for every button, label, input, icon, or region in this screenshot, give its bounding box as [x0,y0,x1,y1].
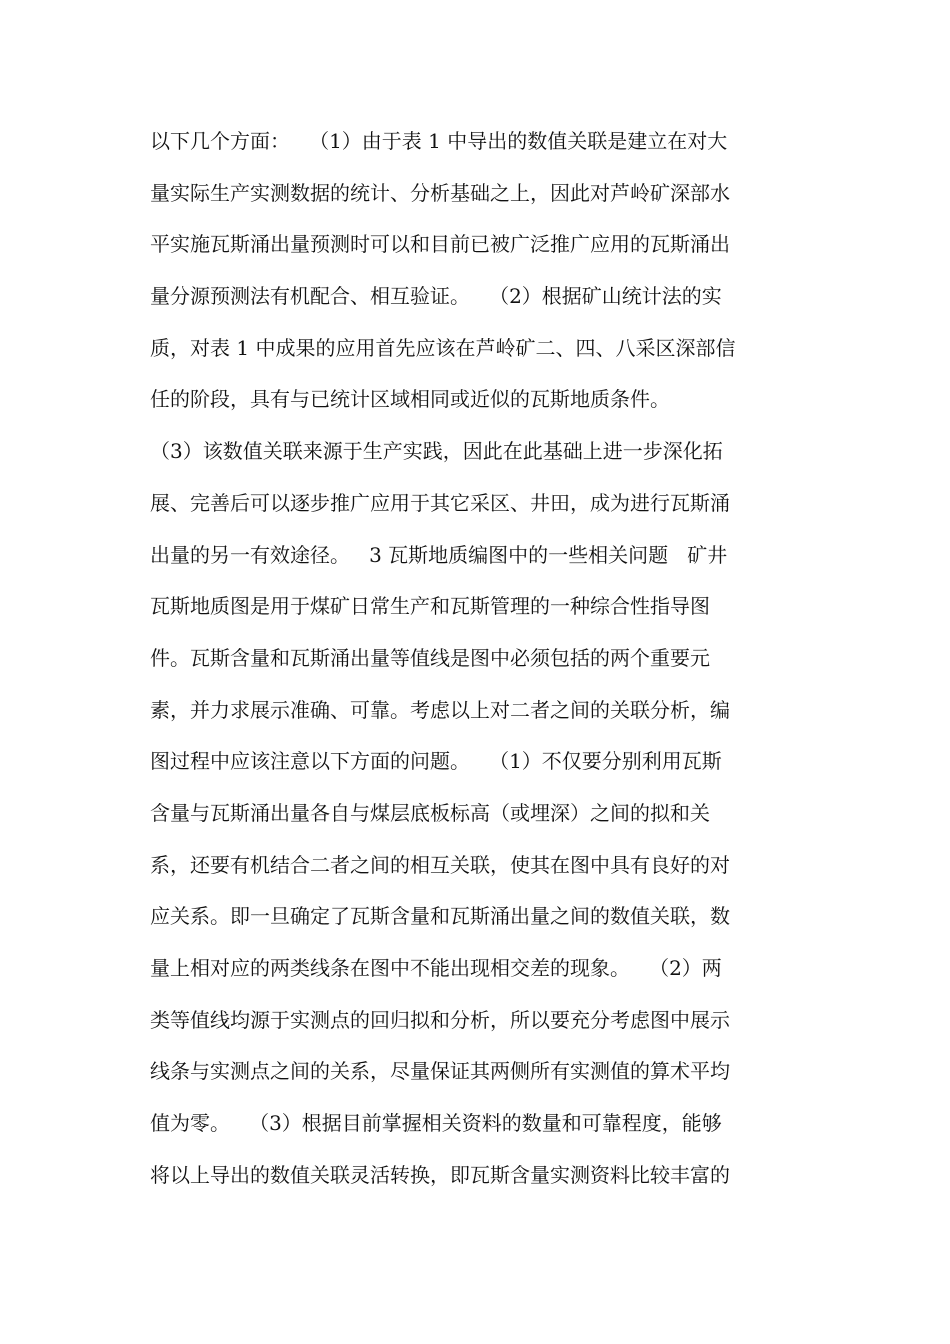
body-text [150,116,810,1201]
text-line: （3）该数值关联来源于生产实践，因此在此基础上进一步深化拓 [150,439,723,464]
text-line: 图过程中应该注意以下方面的问题。 （1）不仅要分别利用瓦斯 [150,749,722,774]
text-line: 以下几个方面： （1）由于表 1 中导出的数值关联是建立在对大 [150,129,728,153]
text-line: 素，并力求展示准确、可靠。考虑以上对二者之间的关联分析，编 [150,697,730,722]
text-line: 量上相对应的两类线条在图中不能出现相交差的现象。 （2）两 [150,956,722,980]
text-line: 含量与瓦斯涌出量各自与煤层底板标高（或埋深）之间的拟和关 [150,800,710,825]
text-line: 线条与实测点之间的关系，尽量保证其两侧所有实测值的算术平均 [150,1059,730,1084]
text-line: 类等值线均源于实测点的回归拟和分析，所以要充分考虑图中展示 [150,1007,730,1032]
text-line: 量分源预测法有机配合、相互验证。 （2）根据矿山统计法的实 [150,284,722,309]
text-line: 值为零。 （3）根据目前掌握相关资料的数量和可靠程度，能够 [150,1111,722,1136]
text-line: 任的阶段，具有与已统计区域相同或近似的瓦斯地质条件。 [150,387,670,412]
text-line: 应关系。即一旦确定了瓦斯含量和瓦斯涌出量之间的数值关联，数 [150,904,730,929]
text-line: 质，对表 1 中成果的应用首先应该在芦岭矿二、四、八采区深部信 [150,335,736,360]
text-line: 出量的另一有效途径。 3 瓦斯地质编图中的一些相关问题 矿井 [150,542,728,567]
text-line: 将以上导出的数值关联灵活转换，即瓦斯含量实测资料比较丰富的 [150,1162,730,1187]
text-line: 系，还要有机结合二者之间的相互关联，使其在图中具有良好的对 [150,852,730,877]
text-line: 平实施瓦斯涌出量预测时可以和目前已被广泛推广应用的瓦斯涌出 [150,232,730,257]
text-line: 件。瓦斯含量和瓦斯涌出量等值线是图中必须包括的两个重要元 [150,645,710,670]
text-line: 量实际生产实测数据的统计、分析基础之上，因此对芦岭矿深部水 [150,180,730,205]
text-line: 展、完善后可以逐步推广应用于其它采区、井田，成为进行瓦斯涌 [150,490,730,515]
text-line: 瓦斯地质图是用于煤矿日常生产和瓦斯管理的一种综合性指导图 [150,594,710,619]
